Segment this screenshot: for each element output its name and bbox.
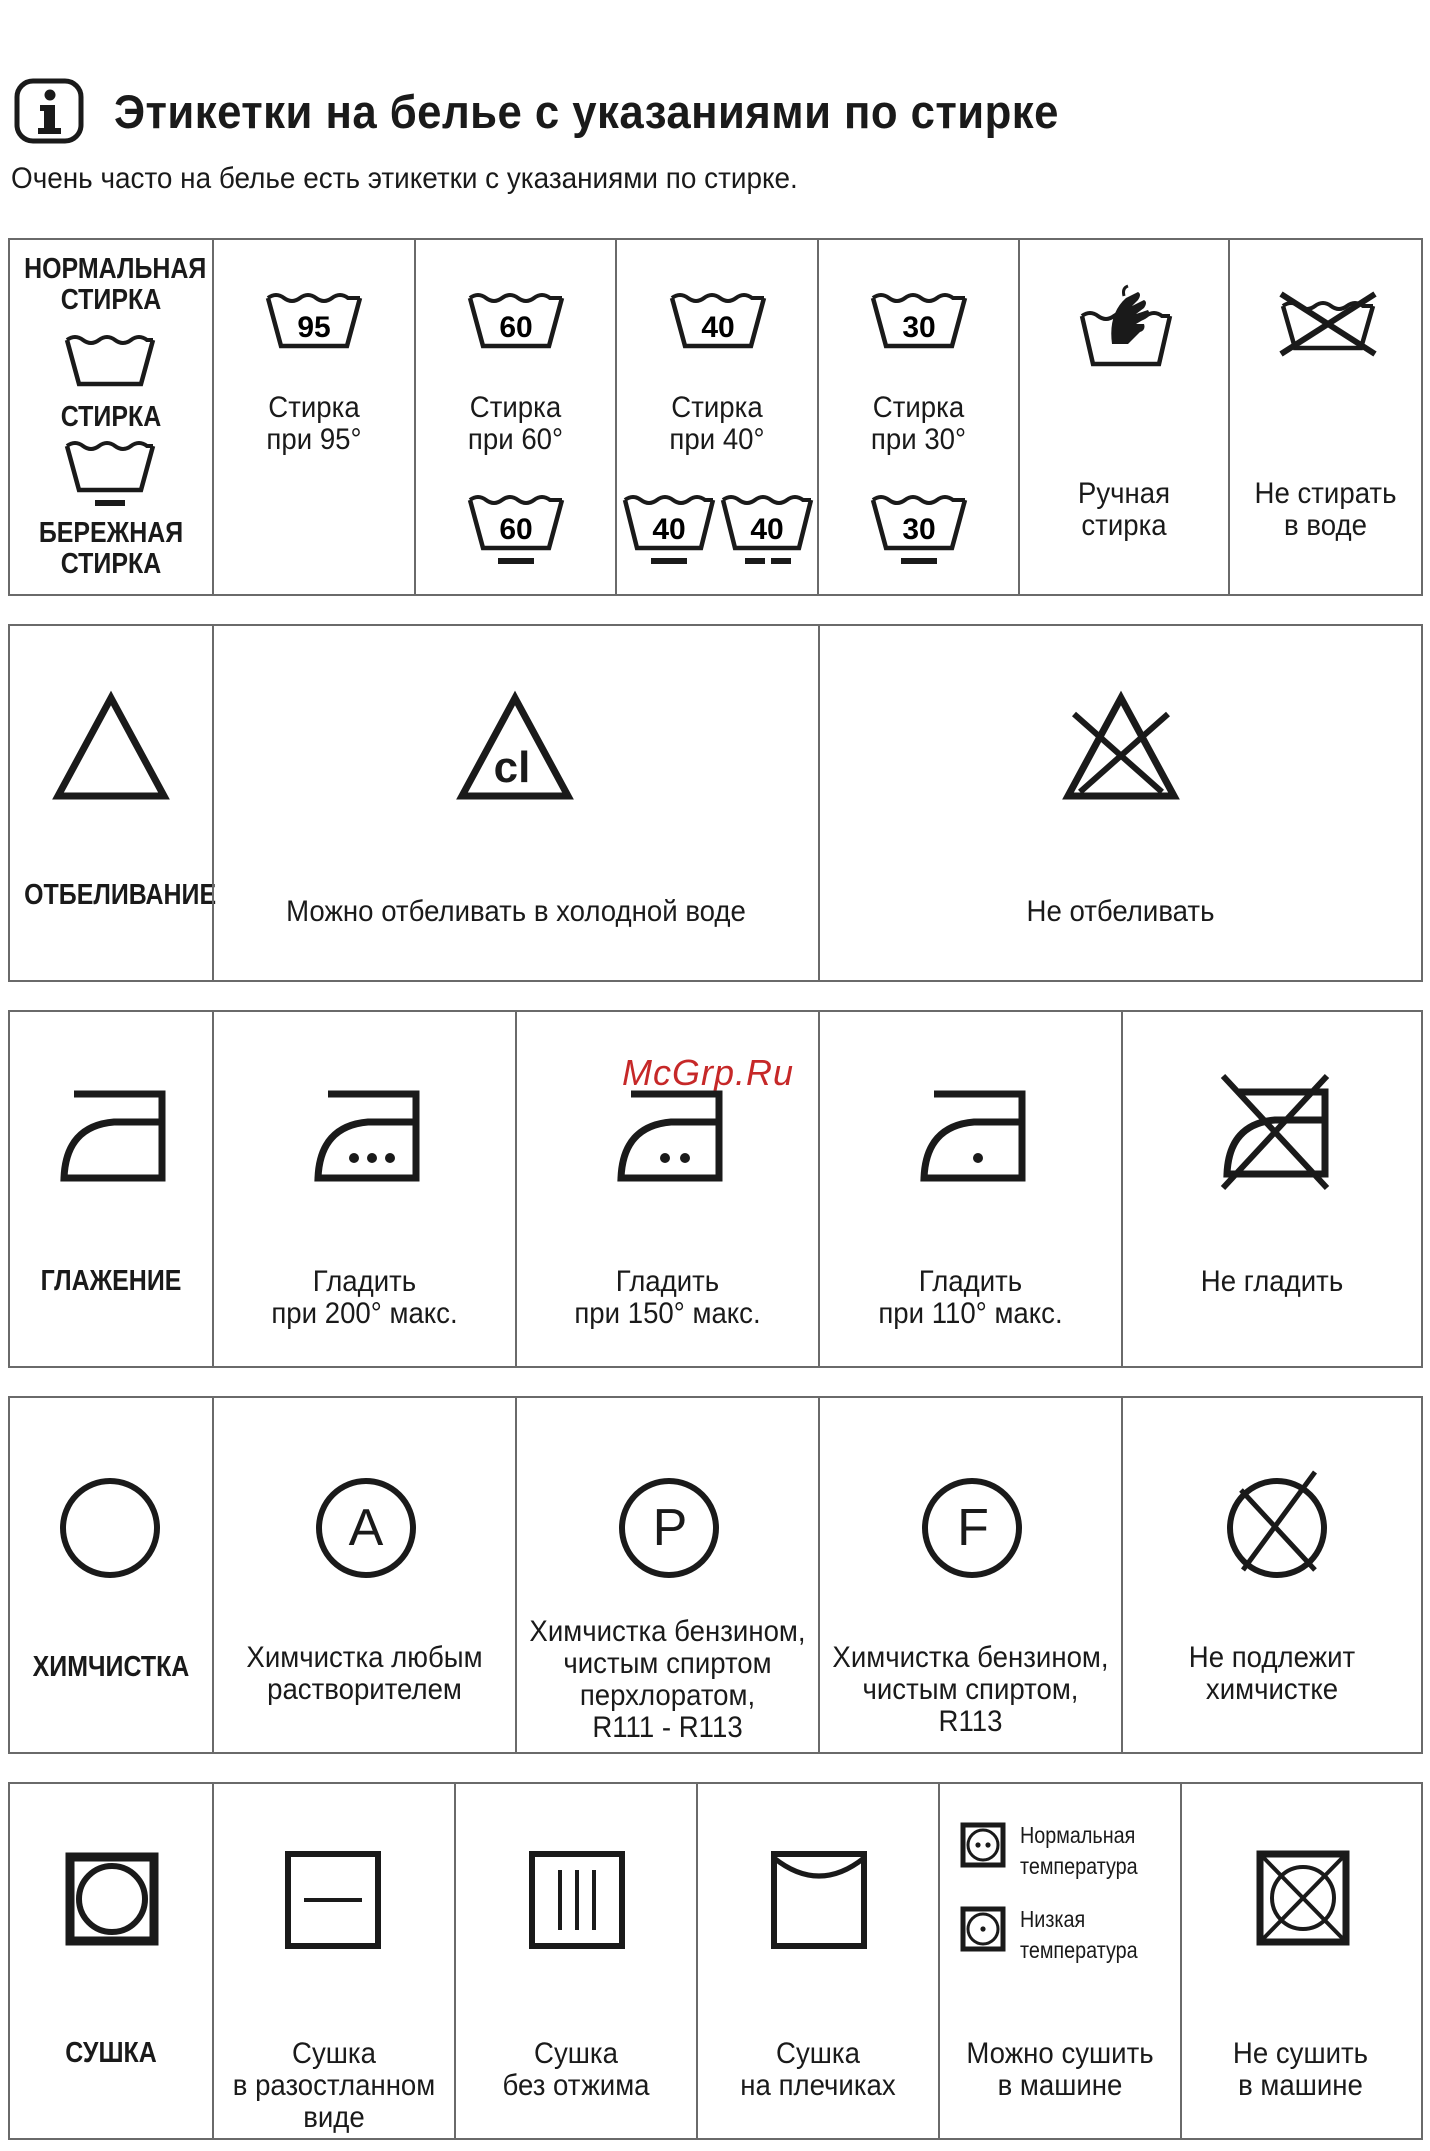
wash-40-cell — [615, 240, 817, 594]
ironing-category-cell — [10, 1012, 212, 1366]
wash-gentle-tub-icon — [65, 438, 155, 508]
category-gentle-wash: БЕРЕЖНАЯ СТИРКА — [38, 517, 184, 580]
dry-line-icon — [770, 1850, 868, 1950]
dry-flat-cell — [212, 1784, 454, 2138]
dry-clean-a-icon — [314, 1476, 418, 1580]
page-subtitle: Очень часто на белье есть этикетки с указаниями по стирке. — [11, 162, 798, 195]
dry-clean-letter: F — [957, 1499, 989, 1557]
dry-clean-a-cell — [212, 1398, 515, 1752]
dry-clean-letter: A — [348, 1499, 384, 1557]
no-bleach-caption: Не отбеливать — [1026, 895, 1215, 928]
no-tumble-dry-icon — [1256, 1848, 1350, 1948]
ironing-panel — [8, 1010, 1423, 1368]
wash-30-gentle-icon — [871, 492, 967, 568]
dry-drip-cell — [454, 1784, 696, 2138]
dry-clean-f-icon — [920, 1476, 1024, 1580]
bleach-triangle-icon — [52, 692, 170, 802]
iron-icon — [58, 1086, 170, 1184]
dry-flat-icon — [284, 1850, 382, 1950]
dry-clean-a-caption: Химчистка любым растворителем — [246, 1641, 483, 1707]
hand-wash-cell — [1018, 240, 1228, 594]
no-dry-clean-icon — [1221, 1466, 1333, 1586]
bleaching-category-cell — [10, 626, 217, 980]
category-bleaching: ОТБЕЛИВАНИЕ — [24, 879, 217, 911]
category-normal-wash: НОРМАЛЬНАЯ СТИРКА — [24, 253, 207, 316]
tumble-dry-normal-icon — [960, 1822, 1006, 1868]
washing-panel — [8, 238, 1423, 596]
no-iron-icon — [1217, 1070, 1333, 1194]
hand-wash-icon — [1078, 284, 1174, 372]
no-wash-icon — [1275, 292, 1381, 358]
iron-one-dot-icon — [918, 1086, 1030, 1184]
chlorine-label: cl — [493, 743, 531, 792]
wash-60-gentle-icon — [468, 492, 564, 568]
wash-95-caption: Стирка при 95° — [266, 391, 362, 457]
dry-clean-p-icon — [617, 1476, 721, 1580]
drying-panel — [8, 1782, 1423, 2140]
category-wash: СТИРКА — [60, 401, 162, 433]
dry-line-cell — [696, 1784, 938, 2138]
wash-30-cell — [817, 240, 1018, 594]
wash-40-icon — [670, 290, 766, 352]
wash-temp-label: 60 — [499, 311, 533, 344]
wash-95-icon — [266, 290, 362, 352]
iron-two-dots-icon — [615, 1086, 727, 1184]
wash-40-extra-gentle-icon — [721, 492, 813, 568]
tumble-normal-label: Нормальная температура — [1020, 1822, 1138, 1880]
bleach-no-cell — [818, 626, 1421, 980]
bleach-cold-cell — [212, 626, 818, 980]
dry-clean-p-caption: Химчистка бензином, чистым спиртом перхлоратом, R111 - R113 — [529, 1615, 806, 1745]
wash-temp-label: 30 — [902, 513, 936, 546]
no-tumble-cell — [1180, 1784, 1419, 2138]
no-wash-cell — [1228, 240, 1421, 594]
dry-cleaning-category-cell — [10, 1398, 212, 1752]
header — [14, 76, 1414, 146]
no-dry-clean-caption: Не подлежит химчистке — [1188, 1641, 1356, 1707]
washing-category-cell — [10, 240, 212, 594]
iron-200-cell — [212, 1012, 515, 1366]
wash-temp-label: 40 — [652, 513, 686, 546]
dry-clean-circle-icon — [58, 1476, 162, 1580]
no-tumble-caption: Не сушить в машине — [1232, 2037, 1369, 2103]
bleach-chlorine-icon — [456, 692, 574, 802]
wash-95-cell — [212, 240, 414, 594]
wash-30-caption: Стирка при 30° — [870, 391, 967, 457]
bleaching-panel — [8, 624, 1423, 982]
no-dry-clean-cell — [1121, 1398, 1421, 1752]
iron-110-cell — [818, 1012, 1121, 1366]
dry-clean-p-cell — [515, 1398, 818, 1752]
category-ironing: ГЛАЖЕНИЕ — [40, 1265, 182, 1297]
wash-60-icon — [468, 290, 564, 352]
wash-temp-label: 60 — [499, 513, 533, 546]
iron-110-caption: Гладить при 110° макс. — [878, 1265, 1063, 1331]
wash-30-icon — [871, 290, 967, 352]
wash-60-cell — [414, 240, 615, 594]
wash-40-caption: Стирка при 40° — [669, 391, 765, 457]
wash-60-caption: Стирка при 60° — [467, 391, 564, 457]
wash-temp-label: 30 — [902, 311, 936, 344]
hand-wash-caption: Ручная стирка — [1077, 477, 1171, 543]
dry-clean-f-caption: Химчистка бензином, чистым спиртом, R113 — [832, 1641, 1109, 1739]
iron-200-caption: Гладить при 200° макс. — [271, 1265, 458, 1331]
wash-temp-label: 40 — [701, 311, 735, 344]
dry-machine-cell — [938, 1784, 1180, 2138]
bleach-cold-caption: Можно отбеливать в холодной воде — [286, 895, 746, 928]
iron-150-cell — [515, 1012, 818, 1366]
watermark: McGrp.Ru — [622, 1052, 795, 1093]
no-wash-caption: Не стирать в воде — [1254, 477, 1397, 543]
dry-cleaning-panel — [8, 1396, 1423, 1754]
dry-clean-f-cell — [818, 1398, 1121, 1752]
dry-line-caption: Сушка на плечиках — [740, 2037, 896, 2103]
dry-flat-caption: Сушка в разостланном виде — [232, 2037, 436, 2135]
category-dry-cleaning: ХИМЧИСТКА — [32, 1651, 190, 1683]
info-icon — [14, 78, 84, 144]
dry-drip-icon — [528, 1850, 626, 1950]
iron-no-cell — [1121, 1012, 1421, 1366]
dry-clean-letter: P — [652, 1499, 688, 1557]
wash-tub-icon — [65, 332, 155, 390]
tumble-dry-low-icon — [960, 1906, 1006, 1952]
page-title: Этикетки на белье с указаниями по стирке — [114, 85, 1059, 138]
wash-40-gentle-icon — [623, 492, 715, 568]
no-bleach-icon — [1062, 692, 1180, 802]
category-drying: СУШКА — [65, 2037, 157, 2069]
drying-category-cell — [10, 1784, 212, 2138]
iron-150-caption: Гладить при 150° макс. — [574, 1265, 761, 1331]
dry-machine-caption: Можно сушить в машине — [966, 2037, 1154, 2103]
dryer-square-icon — [65, 1852, 159, 1946]
no-iron-caption: Не гладить — [1200, 1265, 1344, 1298]
iron-three-dots-icon — [312, 1086, 424, 1184]
wash-temp-label: 95 — [297, 311, 331, 344]
dry-drip-caption: Сушка без отжима — [502, 2037, 650, 2103]
wash-temp-label: 40 — [750, 513, 784, 546]
tumble-low-label: Низкая температура — [1020, 1906, 1138, 1964]
